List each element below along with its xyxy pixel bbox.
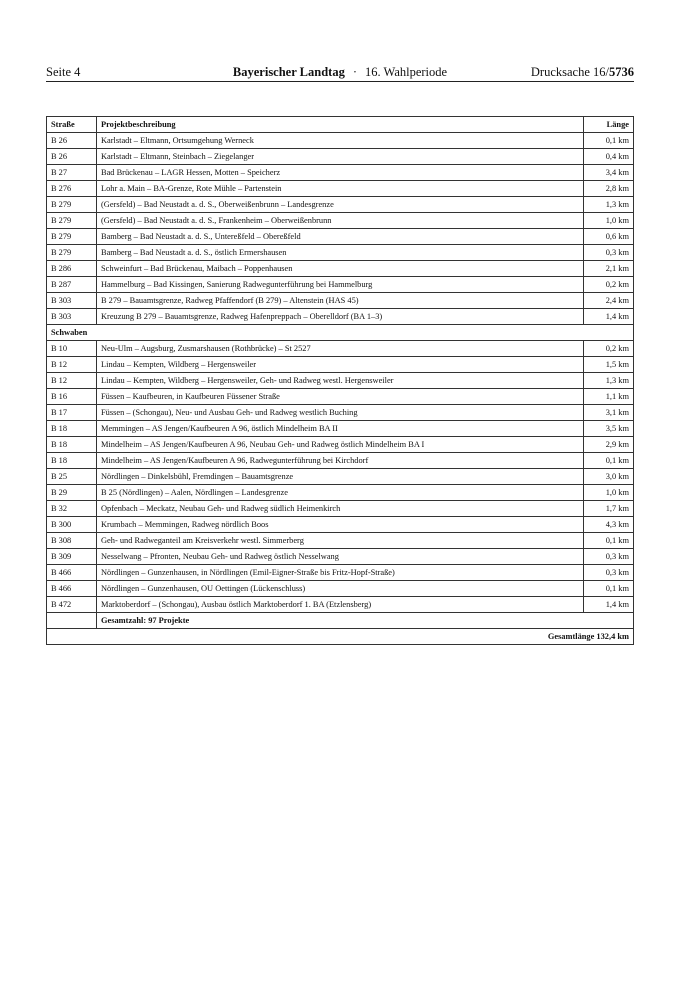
description-cell: B 25 (Nördlingen) – Aalen, Nördlingen – Landesgrenze bbox=[97, 485, 584, 501]
road-cell: B 303 bbox=[47, 309, 97, 325]
length-cell: 4,3 km bbox=[584, 517, 634, 533]
length-cell: 1,3 km bbox=[584, 197, 634, 213]
description-cell: (Gersfeld) – Bad Neustadt a. d. S., Oberweißenbrunn – Landesgrenze bbox=[97, 197, 584, 213]
road-cell: B 279 bbox=[47, 245, 97, 261]
description-cell: Mindelheim – AS Jengen/Kaufbeuren A 96, Neubau Geh- und Radweg östlich Mindelheim BA I bbox=[97, 437, 584, 453]
header-separator: · bbox=[352, 65, 357, 79]
road-cell: B 27 bbox=[47, 165, 97, 181]
table-row bbox=[47, 501, 634, 517]
description-cell: Opfenbach – Meckatz, Neubau Geh- und Radweg südlich Heimenkirch bbox=[97, 501, 584, 517]
length-cell: 2,8 km bbox=[584, 181, 634, 197]
table-row bbox=[47, 261, 634, 277]
road-cell: B 279 bbox=[47, 229, 97, 245]
road-cell: B 26 bbox=[47, 133, 97, 149]
description-cell: Nördlingen – Gunzenhausen, in Nördlingen (Emil-Eigner-Straße bis Fritz-Hopf-Straße) bbox=[97, 565, 584, 581]
length-cell: 0,3 km bbox=[584, 549, 634, 565]
road-cell: B 17 bbox=[47, 405, 97, 421]
description-cell: Hammelburg – Bad Kissingen, Sanierung Radwegunterführung bei Hammelburg bbox=[97, 277, 584, 293]
table-row bbox=[47, 421, 634, 437]
table-row bbox=[47, 197, 634, 213]
road-cell: B 12 bbox=[47, 373, 97, 389]
document-number bbox=[531, 65, 634, 79]
length-cell: 0,4 km bbox=[584, 149, 634, 165]
length-cell: 1,0 km bbox=[584, 213, 634, 229]
page-number: Seite 4 bbox=[46, 65, 81, 79]
length-cell: 0,2 km bbox=[584, 277, 634, 293]
description-cell: B 279 – Bauamtsgrenze, Radweg Pfaffendorf (B 279) – Altenstein (HAS 45) bbox=[97, 293, 584, 309]
project-table bbox=[46, 116, 634, 645]
description-cell: Krumbach – Memmingen, Radweg nördlich Boos bbox=[97, 517, 584, 533]
description-cell: Geh- und Radweganteil am Kreisverkehr westl. Simmerberg bbox=[97, 533, 584, 549]
table-row bbox=[47, 293, 634, 309]
table-row bbox=[47, 341, 634, 357]
table-row bbox=[47, 485, 634, 501]
table-row bbox=[47, 133, 634, 149]
description-cell: Bamberg – Bad Neustadt a. d. S., östlich Ermershausen bbox=[97, 245, 584, 261]
length-cell: 1,4 km bbox=[584, 597, 634, 613]
table-row bbox=[47, 149, 634, 165]
description-cell: Füssen – Kaufbeuren, in Kaufbeuren Füssener Straße bbox=[97, 389, 584, 405]
road-cell: B 12 bbox=[47, 357, 97, 373]
length-cell: 0,2 km bbox=[584, 341, 634, 357]
length-cell: 2,4 km bbox=[584, 293, 634, 309]
column-header-description: Projektbeschreibung bbox=[97, 117, 584, 133]
column-header-road: Straße bbox=[47, 117, 97, 133]
table-row bbox=[47, 405, 634, 421]
table-row bbox=[47, 565, 634, 581]
table-row bbox=[47, 597, 634, 613]
description-cell: Memmingen – AS Jengen/Kaufbeuren A 96, östlich Mindelheim BA II bbox=[97, 421, 584, 437]
table-row bbox=[47, 229, 634, 245]
road-cell: B 466 bbox=[47, 581, 97, 597]
table-row bbox=[47, 213, 634, 229]
table-section bbox=[47, 325, 634, 341]
table-row bbox=[47, 389, 634, 405]
table-row bbox=[47, 549, 634, 565]
length-cell: 3,0 km bbox=[584, 469, 634, 485]
description-cell: Lohr a. Main – BA-Grenze, Rote Mühle – Partenstein bbox=[97, 181, 584, 197]
description-cell: Lindau – Kempten, Wildberg – Hergensweiler, Geh- und Radweg westl. Hergensweiler bbox=[97, 373, 584, 389]
road-cell: B 472 bbox=[47, 597, 97, 613]
length-cell: 0,3 km bbox=[584, 565, 634, 581]
section-row bbox=[47, 325, 634, 341]
road-cell: B 279 bbox=[47, 197, 97, 213]
description-cell: (Gersfeld) – Bad Neustadt a. d. S., Frankenheim – Oberweißenbrunn bbox=[97, 213, 584, 229]
description-cell: Bamberg – Bad Neustadt a. d. S., Untereßfeld – Obereßfeld bbox=[97, 229, 584, 245]
road-cell: B 16 bbox=[47, 389, 97, 405]
length-cell: 0,1 km bbox=[584, 453, 634, 469]
road-cell: B 309 bbox=[47, 549, 97, 565]
length-cell: 1,3 km bbox=[584, 373, 634, 389]
description-cell: Karlstadt – Eltmann, Steinbach – Ziegelanger bbox=[97, 149, 584, 165]
total-project-count: Gesamtzahl: 97 Projekte bbox=[97, 613, 634, 629]
length-cell: 1,5 km bbox=[584, 357, 634, 373]
section-label-schwaben: Schwaben bbox=[47, 325, 634, 341]
table-row bbox=[47, 437, 634, 453]
description-cell: Neu-Ulm – Augsburg, Zusmarshausen (Rothbrücke) – St 2527 bbox=[97, 341, 584, 357]
road-cell: B 26 bbox=[47, 149, 97, 165]
length-cell: 1,4 km bbox=[584, 309, 634, 325]
road-cell: B 279 bbox=[47, 213, 97, 229]
length-cell: 2,9 km bbox=[584, 437, 634, 453]
length-cell: 1,1 km bbox=[584, 389, 634, 405]
description-cell: Kreuzung B 279 – Bauamtsgrenze, Radweg Hafenpreppach – Oberelldorf (BA 1–3) bbox=[97, 309, 584, 325]
road-cell: B 276 bbox=[47, 181, 97, 197]
length-cell: 3,1 km bbox=[584, 405, 634, 421]
length-cell: 0,1 km bbox=[584, 581, 634, 597]
description-cell: Bad Brückenau – LAGR Hessen, Motten – Speicherz bbox=[97, 165, 584, 181]
road-cell: B 25 bbox=[47, 469, 97, 485]
road-cell: B 286 bbox=[47, 261, 97, 277]
total-count-spacer bbox=[47, 613, 97, 629]
description-cell: Lindau – Kempten, Wildberg – Hergensweiler bbox=[97, 357, 584, 373]
length-cell: 0,1 km bbox=[584, 133, 634, 149]
table-body-unterfranken bbox=[47, 133, 634, 325]
road-cell: B 466 bbox=[47, 565, 97, 581]
length-cell: 3,4 km bbox=[584, 165, 634, 181]
document-prefix: Drucksache 16/ bbox=[530, 65, 609, 79]
table-row bbox=[47, 245, 634, 261]
road-cell: B 18 bbox=[47, 421, 97, 437]
table-row bbox=[47, 373, 634, 389]
road-cell: B 18 bbox=[47, 453, 97, 469]
total-length-row bbox=[47, 629, 634, 645]
table-header-row bbox=[47, 117, 634, 133]
total-count-row bbox=[47, 613, 634, 629]
description-cell: Nördlingen – Gunzenhausen, OU Oettingen (Lückenschluss) bbox=[97, 581, 584, 597]
description-cell: Nesselwang – Pfronten, Neubau Geh- und Radweg östlich Nesselwang bbox=[97, 549, 584, 565]
table-row bbox=[47, 181, 634, 197]
document-id: 5736 bbox=[609, 65, 634, 79]
description-cell: Mindelheim – AS Jengen/Kaufbeuren A 96, Radwegunterführung bei Kirchdorf bbox=[97, 453, 584, 469]
road-cell: B 18 bbox=[47, 437, 97, 453]
legislative-period: 16. Wahlperiode bbox=[365, 65, 448, 79]
road-cell: B 10 bbox=[47, 341, 97, 357]
table-row bbox=[47, 357, 634, 373]
length-cell: 2,1 km bbox=[584, 261, 634, 277]
table-row bbox=[47, 517, 634, 533]
table-row bbox=[47, 533, 634, 549]
road-cell: B 303 bbox=[47, 293, 97, 309]
table-row bbox=[47, 453, 634, 469]
table-row bbox=[47, 165, 634, 181]
parliament-name: Bayerischer Landtag bbox=[232, 65, 345, 79]
length-cell: 0,3 km bbox=[584, 245, 634, 261]
table-row bbox=[47, 277, 634, 293]
length-cell: 0,6 km bbox=[584, 229, 634, 245]
total-length: Gesamtlänge 132,4 km bbox=[47, 629, 634, 645]
description-cell: Nördlingen – Dinkelsbühl, Fremdingen – Bauamtsgrenze bbox=[97, 469, 584, 485]
table-row bbox=[47, 469, 634, 485]
column-header-length: Länge bbox=[584, 117, 634, 133]
road-cell: B 308 bbox=[47, 533, 97, 549]
description-cell: Füssen – (Schongau), Neu- und Ausbau Geh- und Radweg westlich Buching bbox=[97, 405, 584, 421]
road-cell: B 300 bbox=[47, 517, 97, 533]
road-cell: B 32 bbox=[47, 501, 97, 517]
table-row bbox=[47, 581, 634, 597]
road-cell: B 29 bbox=[47, 485, 97, 501]
description-cell: Schweinfurt – Bad Brückenau, Maibach – Poppenhausen bbox=[97, 261, 584, 277]
length-cell: 1,7 km bbox=[584, 501, 634, 517]
table-row bbox=[47, 309, 634, 325]
description-cell: Karlstadt – Eltmann, Ortsumgehung Werneck bbox=[97, 133, 584, 149]
length-cell: 0,1 km bbox=[584, 533, 634, 549]
length-cell: 1,0 km bbox=[584, 485, 634, 501]
description-cell: Marktoberdorf – (Schongau), Ausbau östlich Marktoberdorf 1. BA (Etzlensberg) bbox=[97, 597, 584, 613]
table-body-schwaben bbox=[47, 341, 634, 613]
table-totals bbox=[47, 613, 634, 645]
length-cell: 3,5 km bbox=[584, 421, 634, 437]
road-cell: B 287 bbox=[47, 277, 97, 293]
page-header bbox=[46, 65, 634, 82]
